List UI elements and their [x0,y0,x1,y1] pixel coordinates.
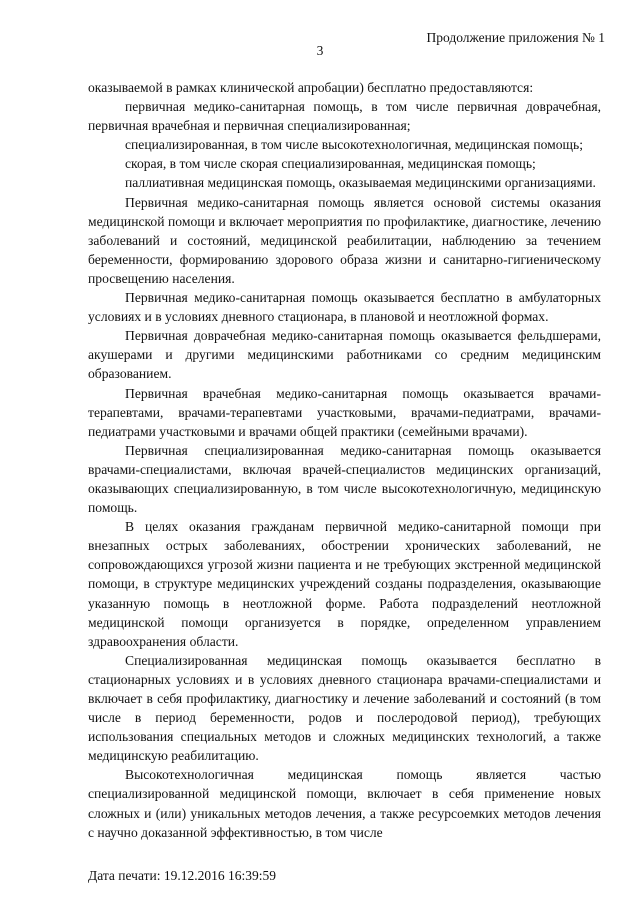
print-date-footer: Дата печати: 19.12.2016 16:39:59 [88,868,276,883]
document-body [88,78,601,842]
paragraph: Высокотехнологичная медицинская помощь является частью специализированной медицинской помощи, включает в себя применение новых сложных и (или) уникальных методов лечения, а также ресурсоемких методов лечения с научно доказанной эффективностью, в том числе [88,767,601,840]
page-header: Продолжение приложения № 1 [426,30,605,45]
paragraph: Специализированная медицинская помощь оказывается бесплатно в стационарных условиях и в условиях дневного стационара врачами-специалистами и включает в себя профилактику, диагностику и лечение заболеваний и состояний (в том числе в период беременности, родов и послеродовой период), требующих использования специальных методов и сложных медицинских технологий, а также медицинскую реабилитацию. [88,652,601,764]
paragraph: скорая, в том числе скорая специализированная, медицинская помощь; [125,156,536,172]
paragraph: Первичная доврачебная медико-санитарная помощь оказывается фельдшерами, акушерами и другими медицинскими работниками со средним медицинским образованием. [88,328,601,382]
paragraph: оказываемой в рамках клинической апробации) бесплатно предоставляются: [88,80,534,95]
paragraph: паллиативная медицинская помощь, оказываемая медицинскими организациями. [125,175,596,191]
paragraph: Первичная медико-санитарная помощь оказывается бесплатно в амбулаторных условиях и в условиях дневного стационара, в плановой и неотложной формах. [88,290,601,325]
paragraph: Первичная врачебная медико-санитарная помощь оказывается врачами-терапевтами, врачами-терапевтами участковыми, врачами-педиатрами, врачами-педиатрами участковыми и врачами общей практики (семейными врачами). [88,385,601,439]
paragraph: Первичная медико-санитарная помощь является основой системы оказания медицинской помощи и включает мероприятия по профилактике, диагностике, лечению заболеваний и состояний, медицинской реабилитации, наблюдению за течением беременности, формированию здорового образа жизни и санитарно-гигиеническому просвещению населения. [88,194,601,286]
paragraph: В целях оказания гражданам первичной медико-санитарной помощи при внезапных острых заболеваниях, обострении хронических заболеваний, не сопровождающихся угрозой жизни пациента и не требующих экстренной медицинской помощи, в структуре медицинских учреждений созданы подразделения, оказывающие указанную помощь в неотложной форме. Работа подразделений неотложной медицинской помощи организуется в порядке, определенном управлением здравоохранения области. [88,519,601,649]
page-number: 3 [316,43,324,58]
paragraph: специализированная, в том числе высокотехнологичная, медицинская помощь; [125,137,583,153]
paragraph: первичная медико-санитарная помощь, в том числе первичная доврачебная, первичная врачебная и первичная специализированная; [88,99,601,134]
paragraph: Первичная специализированная медико-санитарная помощь оказывается врачами-специалистами, включая врачей-специалистов медицинских организаций, оказывающих специализированную, в том числе высокотехнологичную, медицинскую помощь. [88,442,601,516]
